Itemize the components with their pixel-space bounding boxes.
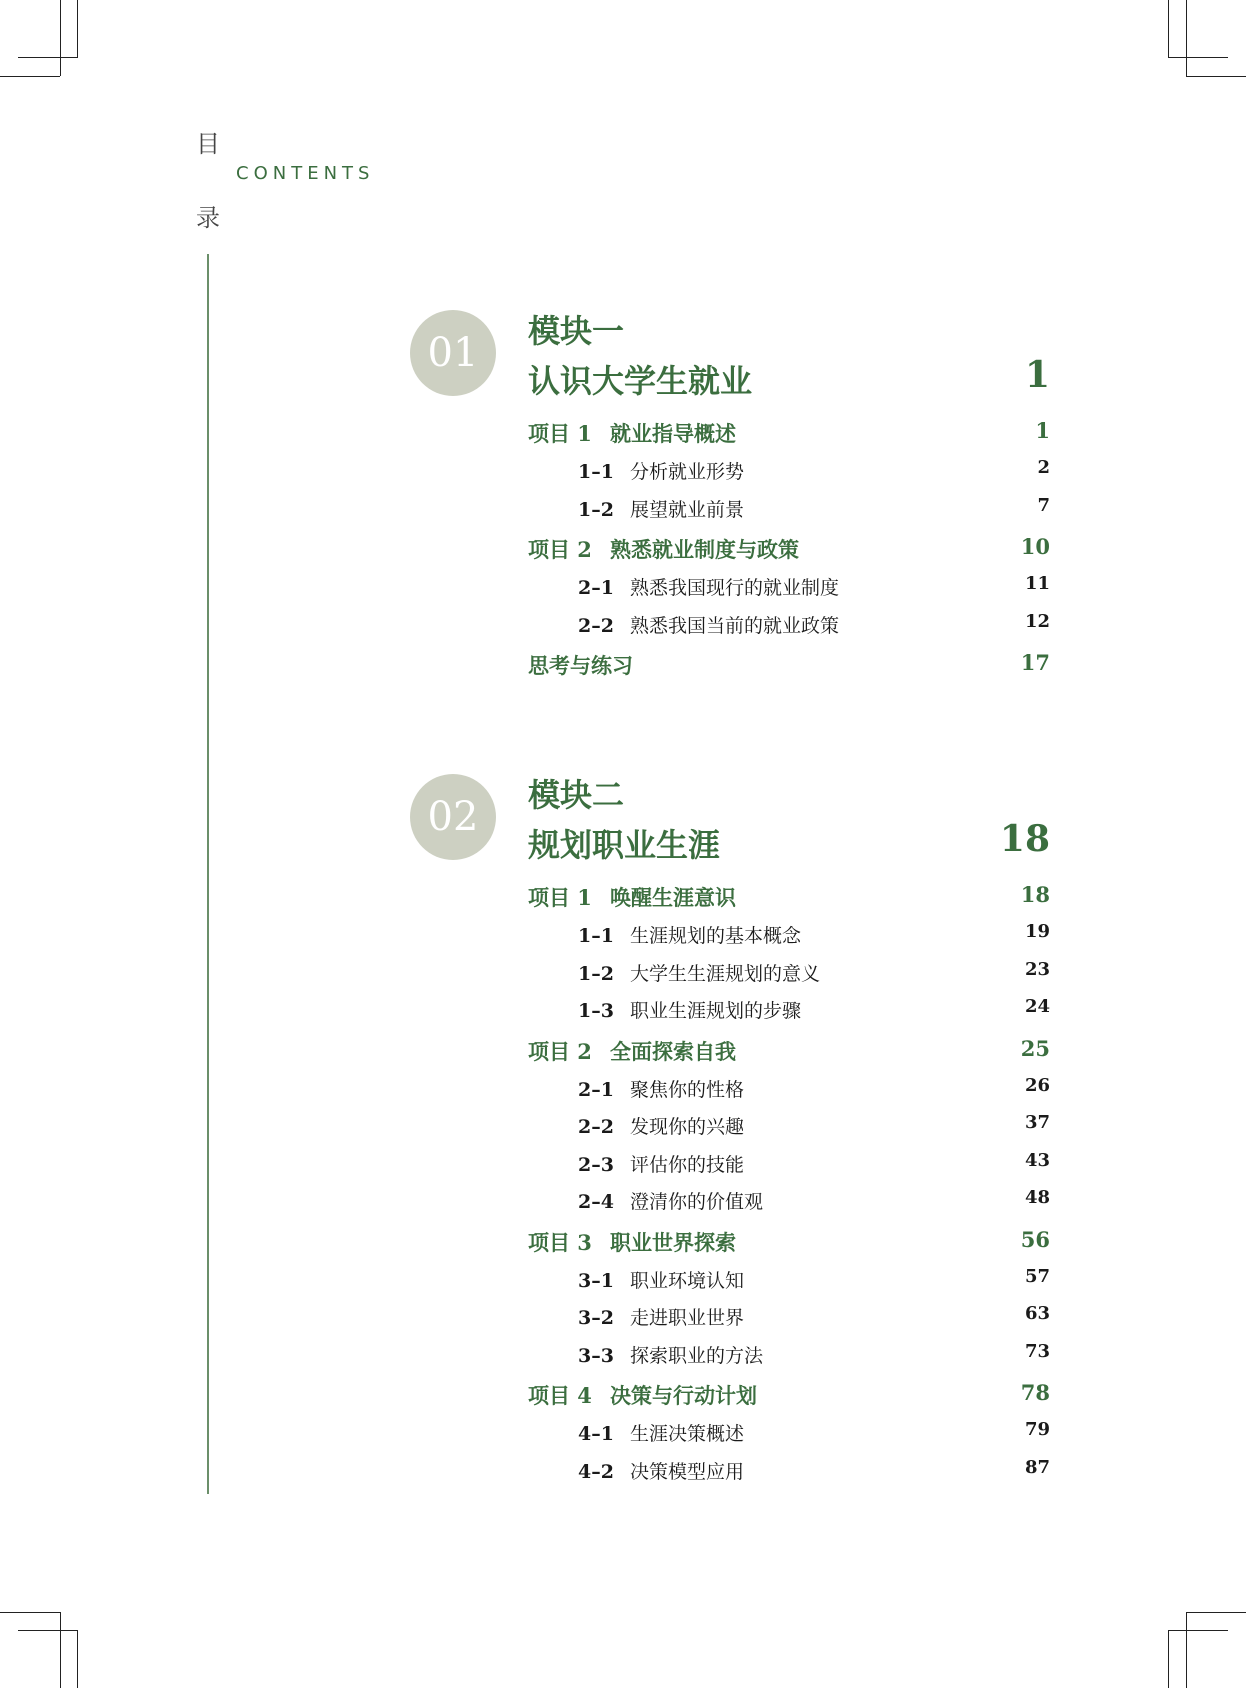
toc-project-entry[interactable] xyxy=(528,882,1050,912)
entry-number: 3–3 xyxy=(578,1344,614,1367)
entry-page-number: 7 xyxy=(1037,494,1050,516)
module-label: 模块二 xyxy=(528,776,625,814)
entry-title: 大学生生涯规划的意义 xyxy=(630,962,821,985)
toc-section-entry[interactable] xyxy=(528,959,1050,989)
module-title[interactable]: 规划职业生涯 xyxy=(528,826,721,864)
entry-number: 2–1 xyxy=(578,1078,614,1101)
entry-title: 唤醒生涯意识 xyxy=(610,885,736,910)
entry-number: 项目 1 xyxy=(528,885,592,910)
entry-number: 4–1 xyxy=(578,1423,614,1445)
entry-page-number: 23 xyxy=(1024,958,1050,980)
entry-page-number: 57 xyxy=(1024,1265,1050,1287)
entry-page-number: 56 xyxy=(1020,1226,1050,1252)
entry-number: 2–4 xyxy=(578,1191,614,1213)
entry-page-number: 11 xyxy=(1024,573,1050,594)
entry-title: 就业指导概述 xyxy=(610,421,736,446)
entry-number: 项目 3 xyxy=(528,1229,592,1255)
vertical-rule xyxy=(207,254,209,1494)
entry-title: 展望就业前景 xyxy=(630,498,745,521)
entry-number: 项目 1 xyxy=(528,421,592,446)
toc-section-entry[interactable] xyxy=(528,611,1050,641)
toc-section-entry[interactable] xyxy=(528,573,1050,603)
entry-page-number: 2 xyxy=(1037,457,1050,478)
entry-number: 2–2 xyxy=(578,1116,614,1138)
entry-page-number: 12 xyxy=(1024,610,1050,632)
entry-title: 生涯规划的基本概念 xyxy=(630,925,802,947)
entry-page-number: 26 xyxy=(1024,1074,1050,1096)
toc-section-entry[interactable] xyxy=(528,495,1050,525)
entry-title: 职业生涯规划的步骤 xyxy=(630,1000,802,1022)
entry-number: 2–3 xyxy=(578,1153,614,1176)
toc-section-entry[interactable] xyxy=(528,1341,1050,1371)
toc-project-entry[interactable] xyxy=(528,418,1050,448)
entry-number: 1–2 xyxy=(578,498,614,521)
entry-title: 决策与行动计划 xyxy=(610,1383,757,1408)
entry-page-number: 73 xyxy=(1024,1340,1050,1362)
module-number-badge: 02 xyxy=(410,774,496,860)
entry-number: 3–2 xyxy=(578,1307,614,1329)
toc-section-entry[interactable] xyxy=(528,1150,1050,1180)
module-number-badge: 01 xyxy=(410,310,496,396)
entry-page-number: 25 xyxy=(1020,1035,1050,1061)
entry-page-number: 78 xyxy=(1020,1380,1050,1405)
entry-title: 走进职业世界 xyxy=(630,1307,745,1329)
entry-number: 2–1 xyxy=(578,577,614,599)
toc-section-entry[interactable] xyxy=(528,1457,1050,1487)
entry-number: 1–1 xyxy=(578,461,614,483)
entry-title: 生涯决策概述 xyxy=(630,1423,745,1445)
entry-page-number: 63 xyxy=(1024,1303,1050,1324)
entry-title: 决策模型应用 xyxy=(630,1460,745,1483)
toc-project-entry[interactable] xyxy=(528,1036,1050,1066)
entry-title: 思考与练习 xyxy=(528,653,633,678)
entry-number: 项目 2 xyxy=(528,537,592,562)
module-page-number: 18 xyxy=(999,818,1050,860)
entry-title: 职业世界探索 xyxy=(610,1229,736,1255)
toc-section-entry[interactable] xyxy=(528,1303,1050,1333)
entry-number: 1–1 xyxy=(578,925,614,947)
toc-project-entry[interactable] xyxy=(528,1227,1050,1257)
entry-page-number: 1 xyxy=(1035,418,1050,443)
entry-page-number: 87 xyxy=(1024,1456,1050,1478)
entry-title: 发现你的兴趣 xyxy=(630,1116,745,1138)
toc-project-entry[interactable] xyxy=(528,534,1050,564)
entry-number: 1–2 xyxy=(578,962,614,985)
entry-number: 1–3 xyxy=(578,1000,614,1022)
toc-section-entry[interactable] xyxy=(528,1419,1050,1449)
toc-section-entry[interactable] xyxy=(528,1112,1050,1142)
toc-section-entry[interactable] xyxy=(528,1266,1050,1296)
toc-section-entry[interactable] xyxy=(528,996,1050,1026)
entry-page-number: 18 xyxy=(1020,882,1050,907)
entry-page-number: 43 xyxy=(1024,1149,1050,1171)
toc-section-entry[interactable] xyxy=(528,1187,1050,1217)
entry-title: 分析就业形势 xyxy=(630,461,745,483)
module-page-number: 1 xyxy=(1024,354,1050,396)
entry-title: 职业环境认知 xyxy=(630,1269,745,1292)
entry-title: 熟悉就业制度与政策 xyxy=(610,537,799,562)
toc-section-entry[interactable] xyxy=(528,457,1050,487)
entry-title: 聚焦你的性格 xyxy=(630,1078,745,1101)
entry-title: 评估你的技能 xyxy=(630,1153,745,1176)
entry-title: 全面探索自我 xyxy=(610,1038,736,1064)
entry-number: 2–2 xyxy=(578,614,614,637)
entry-page-number: 10 xyxy=(1020,534,1050,559)
toc-section-entry[interactable] xyxy=(528,1075,1050,1105)
module-title[interactable]: 认识大学生就业 xyxy=(528,362,753,400)
entry-page-number: 24 xyxy=(1024,996,1050,1017)
toc-heading-char-1: 目 xyxy=(196,130,220,158)
entry-page-number: 19 xyxy=(1024,921,1050,942)
toc-section-entry[interactable] xyxy=(528,921,1050,951)
entry-title: 探索职业的方法 xyxy=(630,1344,764,1367)
toc-project-entry[interactable] xyxy=(528,650,1050,680)
entry-number: 项目 2 xyxy=(528,1038,592,1064)
module-label: 模块一 xyxy=(528,312,625,350)
entry-page-number: 17 xyxy=(1020,650,1050,675)
entry-number: 4–2 xyxy=(578,1460,614,1483)
entry-title: 澄清你的价值观 xyxy=(630,1191,764,1213)
toc-project-entry[interactable] xyxy=(528,1380,1050,1410)
contents-label: CONTENTS xyxy=(236,163,375,184)
entry-page-number: 48 xyxy=(1024,1187,1050,1208)
toc-heading-char-2: 录 xyxy=(196,204,220,232)
entry-number: 3–1 xyxy=(578,1269,614,1292)
entry-title: 熟悉我国现行的就业制度 xyxy=(630,577,840,599)
entry-number: 项目 4 xyxy=(528,1383,592,1408)
entry-title: 熟悉我国当前的就业政策 xyxy=(630,614,840,637)
entry-page-number: 37 xyxy=(1024,1112,1050,1133)
entry-page-number: 79 xyxy=(1024,1419,1050,1440)
